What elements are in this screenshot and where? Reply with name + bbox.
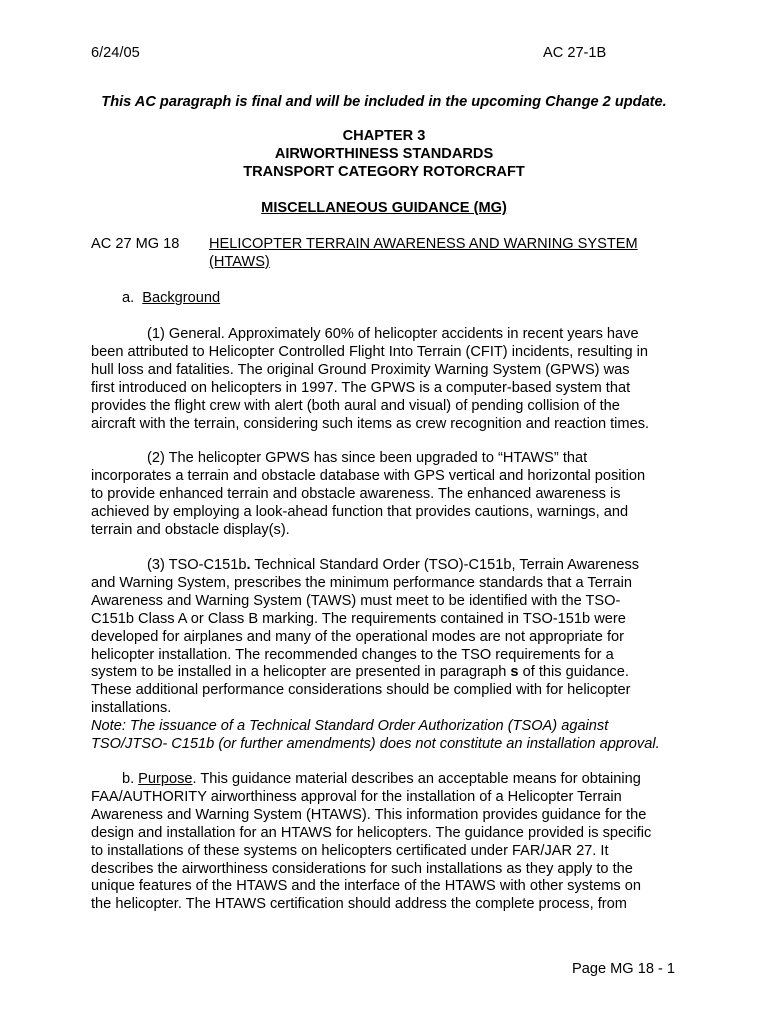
header-date: 6/24/05 xyxy=(91,45,140,61)
para1-line: aircraft with the terrain, considering such items as crew recognition and reaction times. xyxy=(91,415,650,432)
chapter-number: CHAPTER 3 xyxy=(342,128,426,144)
page-number: Page MG 18 - 1 xyxy=(572,961,676,977)
para2-line: terrain and obstacle display(s). xyxy=(91,521,290,538)
paragraph-letter: s xyxy=(510,664,519,681)
para3-line xyxy=(91,557,681,575)
purpose-line: the helicopter. The HTAWS certification should address the complete process, from xyxy=(91,896,627,913)
para2-line: incorporates a terrain and obstacle database with GPS vertical and horizontal position xyxy=(91,467,646,484)
section-title: MISCELLANEOUS GUIDANCE (MG) xyxy=(261,200,507,216)
para3-text: of this guidance. xyxy=(518,664,629,681)
note-line: TSO/JTSO- C151b (or further amendments) does not constitute an installation approval. xyxy=(91,736,660,753)
tso-period: . xyxy=(246,557,251,573)
para2-line: (2) The helicopter GPWS has since been upgraded to “HTAWS” that xyxy=(147,450,588,466)
para3-line: C151b Class A or Class B marking. The requirements contained in TSO-151b were xyxy=(91,610,626,627)
purpose-marker: b. xyxy=(122,771,135,787)
purpose-line: describes the airworthiness considerations for such installations as they apply to the xyxy=(91,860,633,877)
purpose-section xyxy=(91,771,681,914)
para1-line: hull loss and fatalities. The original Ground Proximity Warning System (GPWS) was xyxy=(91,361,630,378)
tso-label: (3) TSO-C151b xyxy=(147,557,247,573)
purpose-line: to installations of these systems on helicopters certificated under FAR/JAR 27. It xyxy=(91,842,609,859)
para1-line: first introduced on helicopters in 1997. The GPWS is a computer-based system that xyxy=(91,379,631,396)
background-heading-text: Background xyxy=(142,290,221,306)
tso-text: Technical Standard Order (TSO)-C151b, Terrain Awareness xyxy=(250,557,640,573)
purpose-line: FAA/AUTHORITY airworthiness approval for the installation of a Helicopter Terrain xyxy=(91,788,622,805)
note-line: Note: The issuance of a Technical Standard Order Authorization (TSOA) against xyxy=(91,718,609,735)
para3-line xyxy=(91,664,681,682)
chapter-subtitle: TRANSPORT CATEGORY ROTORCRAFT xyxy=(243,164,525,180)
purpose-line: unique features of the HTAWS and the interface of the HTAWS with other systems on xyxy=(91,878,641,895)
purpose-heading: Purpose xyxy=(138,771,193,787)
para3-line: developed for airplanes and many of the operational modes are not appropriate for xyxy=(91,628,625,645)
para3-line: and Warning System, prescribes the minimum performance standards that a Terrain xyxy=(91,574,633,591)
para3-line: installations. xyxy=(91,700,172,717)
para1-line: been attributed to Helicopter Controlled Flight Into Terrain (CFIT) incidents, resulting in xyxy=(91,343,648,360)
background-heading xyxy=(122,290,220,308)
header-doc-id: AC 27-1B xyxy=(543,45,607,61)
background-para-3 xyxy=(91,557,681,754)
ac-number: AC 27 MG 18 xyxy=(91,236,180,252)
ac-title-line1: HELICOPTER TERRAIN AWARENESS AND WARNING SYSTEM xyxy=(209,236,638,252)
para2-line: achieved by employing a look-ahead function that provides cautions, warnings, and xyxy=(91,503,629,520)
para2-line: to provide enhanced terrain and obstacle awareness. The enhanced awareness is xyxy=(91,485,621,502)
para3-line: helicopter installation. The recommended changes to the TSO requirements for a xyxy=(91,646,614,663)
para3-text: system to be installed in a helicopter are presented in paragraph xyxy=(91,664,511,681)
para1-line: (1) General. Approximately 60% of helicopter accidents in recent years have xyxy=(147,326,639,342)
purpose-line: Awareness and Warning System (HTAWS). This information provides guidance for the xyxy=(91,806,647,823)
para1-line: provides the flight crew with alert (both aural and visual) of pending collision of the xyxy=(91,397,620,414)
chapter-title: AIRWORTHINESS STANDARDS xyxy=(274,146,494,162)
purpose-text: . This guidance material describes an acceptable means for obtaining xyxy=(192,771,641,787)
notice-text: This AC paragraph is final and will be included in the upcoming Change 2 update. xyxy=(101,94,667,110)
background-marker: a. xyxy=(122,290,135,306)
para3-line: These additional performance considerations should be complied with for helicopter xyxy=(91,682,631,699)
purpose-line: design and installation for an HTAWS for helicopters. The guidance provided is specific xyxy=(91,824,652,841)
background-para-1 xyxy=(91,326,681,433)
purpose-first-line xyxy=(91,771,681,789)
background-para-2 xyxy=(91,450,681,540)
ac-title-line2: (HTAWS) xyxy=(209,254,270,270)
para3-line: Awareness and Warning System (TAWS) must meet to be identified with the TSO- xyxy=(91,592,621,609)
